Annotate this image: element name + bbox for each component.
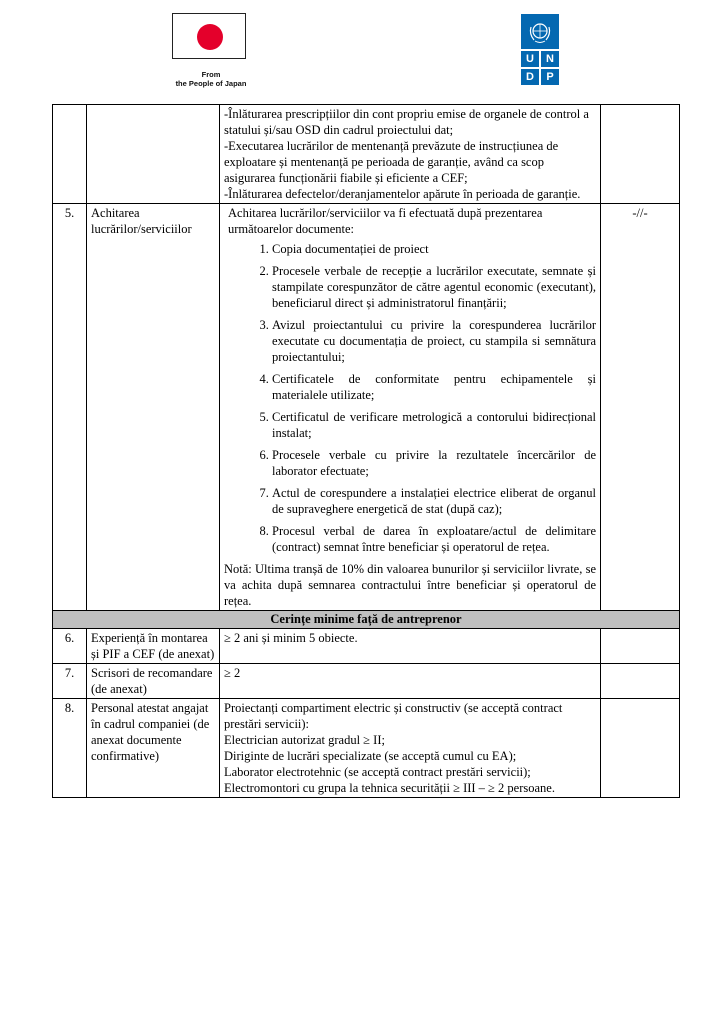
description-line: -Executarea lucrărilor de mentenanță prevăzute de instrucțiunea de exploatare și mentenanță pe perioada de garanție, având ca scop asigurarea funcționării fiabile și eficiente a CEF; [224,139,559,185]
undp-letter: P [541,69,559,85]
row-number: 6. [53,629,87,664]
undp-letters [521,51,559,85]
description-line: -Înlăturarea defectelor/deranjamentelor apărute în perioada de garanție. [224,187,581,201]
list-item: 5. Certificatul de verificare metrologică a contorului bidirecțional instalat; [272,409,596,441]
row-remark [601,105,680,204]
description-line: Diriginte de lucrări specializate (se acceptă cumul cu EA); [224,749,517,763]
section-header-row [53,611,680,629]
list-item: 3. Avizul proiectantului cu privire la corespunderea lucrărilor executate cu documentația de proiect, cu stampila si semnătura proiectantului; [272,317,596,365]
list-item: 8. Procesul verbal de darea în exploatare/actul de delimitare (contract) semnat între beneficiar și operatorul de rețea. [272,523,596,555]
list-item: 2. Procesele verbale de recepție a lucrărilor executate, semnate și stampilate corespunzător de către agentul economic (executant), beneficiarul direct și administratorul finanțării; [272,263,596,311]
table-row-6 [53,629,680,664]
table-row-8 [53,699,680,798]
row-description [220,699,601,798]
payment-note: Notă: Ultima tranșă de 10% din valoarea bunurilor și serviciilor livrate, se va achita după semnarea contractului între beneficiar și operatorul de rețea. [224,562,596,608]
row-remark [601,629,680,664]
description-line: Proiectanți compartiment electric și constructiv (se acceptă contract prestări servicii): [224,701,563,731]
row-number: 8. [53,699,87,798]
list-item: 6. Procesele verbale cu privire la rezultatele încercărilor de laborator efectuate; [272,447,596,479]
description-line: Electrician autorizat gradul ≥ II; [224,733,385,747]
japan-flag-icon [172,13,246,59]
description-line: -Înlăturarea prescripțiilor din cont propriu emise de organele de control a statului și/sau OSD din cadrul proiectului dat; [224,107,589,137]
row-name: Experiență în montarea și PIF a CEF (de anexat) [87,629,220,664]
list-item: 7. Actul de corespundere a instalației electrice eliberat de organul de supraveghere energetică de stat (după caz); [272,485,596,517]
japan-caption-line2: the People of Japan [175,79,247,88]
table-row-continuation [53,105,680,204]
list-item: 1. Copia documentației de proiect [272,241,596,257]
japan-caption-line1: From [201,70,221,79]
row-number: 7. [53,664,87,699]
japan-sun-icon [197,24,223,50]
undp-letter: N [541,51,559,67]
documents-list [224,241,596,555]
row-name [87,105,220,204]
row-name: Achitarea lucrărilor/serviciilor [87,204,220,611]
list-item: 4. Certificatele de conformitate pentru echipamentele și materialele utilizate; [272,371,596,403]
row-name: Personal atestat angajat în cadrul companiei (de anexat documente confirmative) [87,699,220,798]
section-header: Cerințe minime față de antreprenor [53,611,680,629]
japan-caption [166,70,256,88]
row-value: ≥ 2 ani și minim 5 obiecte. [220,629,601,664]
page-header [0,0,724,100]
row-remark [601,664,680,699]
undp-letter: D [521,69,539,85]
table-row-7 [53,664,680,699]
un-emblem-icon [521,14,559,49]
undp-logo [521,14,559,85]
row-remark [601,699,680,798]
row-number [53,105,87,204]
row-number: 5. [53,204,87,611]
row-description [220,204,601,611]
description-line: Electromontori cu grupa la tehnica securității ≥ III – ≥ 2 persoane. [224,781,555,795]
table-row-5 [53,204,680,611]
row-remark: -//- [601,204,680,611]
undp-letter: U [521,51,539,67]
row-description [220,105,601,204]
description-intro: Achitarea lucrărilor/serviciilor va fi efectuată după prezentarea următoarelor documente: [228,206,543,236]
row-name: Scrisori de recomandare (de anexat) [87,664,220,699]
description-line: Laborator electrotehnic (se acceptă contract prestări servicii); [224,765,531,779]
requirements-table [52,104,680,798]
row-value: ≥ 2 [220,664,601,699]
